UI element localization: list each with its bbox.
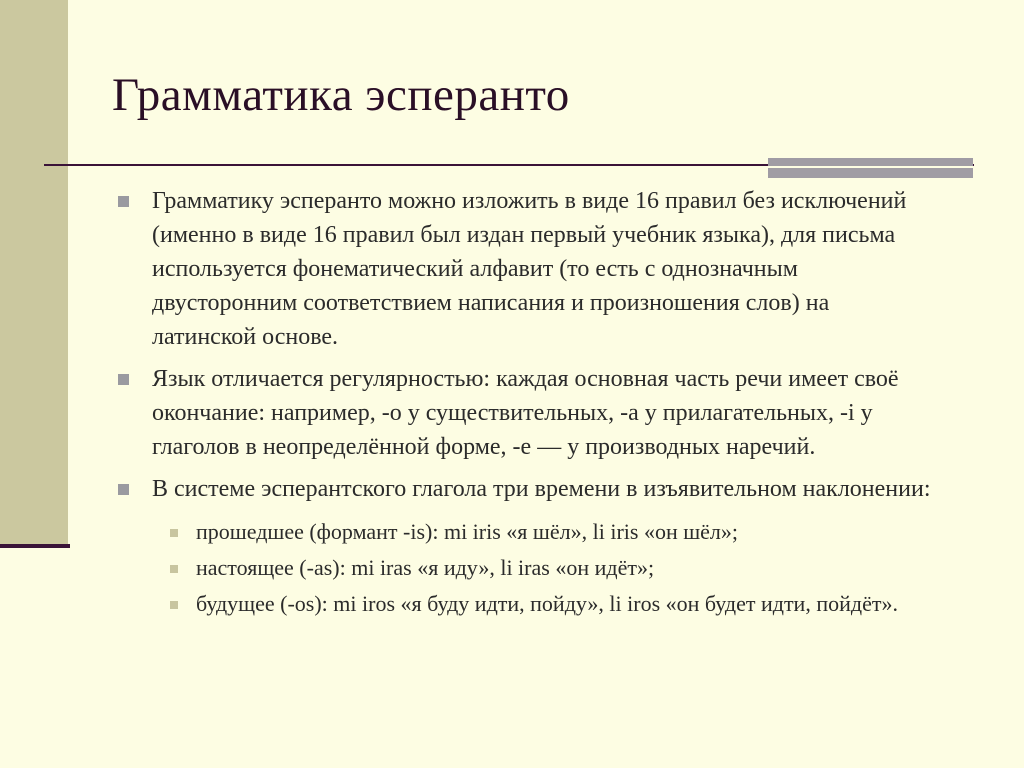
sub-bullet-item bbox=[154, 514, 932, 550]
slide-content bbox=[112, 184, 932, 622]
slide-title: Грамматика эсперанто bbox=[112, 69, 570, 121]
title-accent-bar-lower bbox=[768, 168, 973, 178]
bullet-text: Грамматику эсперанто можно изложить в виде 16 правил без исключений (именно в виде 16 правил был издан первый учебник языка), для письма используется фонематический алфавит (то есть с однозначным двусторонним соответствием написания и произношения слов) на латинской основе. bbox=[152, 188, 907, 350]
sub-bullet-item bbox=[154, 550, 932, 586]
bullet-item bbox=[112, 184, 932, 354]
sub-bullet-item bbox=[154, 586, 932, 622]
sub-bullet-text: настоящее (-as): mi iras «я иду», li iras «он идёт»; bbox=[196, 555, 655, 580]
square-bullet-icon bbox=[118, 484, 129, 495]
left-decorative-band bbox=[0, 0, 68, 546]
bullet-item bbox=[112, 472, 932, 506]
sub-bullet-text: будущее (-os): mi iros «я буду идти, пойду», li iros «он будет идти, пойдёт». bbox=[196, 591, 898, 616]
bullet-item bbox=[112, 362, 932, 464]
small-square-bullet-icon bbox=[170, 565, 178, 573]
bullet-text: В системе эсперантского глагола три времени в изъявительном наклонении: bbox=[152, 476, 931, 502]
square-bullet-icon bbox=[118, 374, 129, 385]
sub-bullet-list bbox=[154, 514, 932, 622]
bullet-text: Язык отличается регулярностью: каждая основная часть речи имеет своё окончание: например, -o у существительных, -a у прилагательных, -i у глаголов в неопределённой форме, -e — у производных наречий. bbox=[152, 366, 899, 460]
small-square-bullet-icon bbox=[170, 529, 178, 537]
sub-bullet-text: прошедшее (формант -is): mi iris «я шёл», li iris «он шёл»; bbox=[196, 519, 739, 544]
small-square-bullet-icon bbox=[170, 601, 178, 609]
left-band-underline bbox=[0, 544, 70, 548]
square-bullet-icon bbox=[118, 196, 129, 207]
title-accent-bar bbox=[768, 158, 973, 166]
